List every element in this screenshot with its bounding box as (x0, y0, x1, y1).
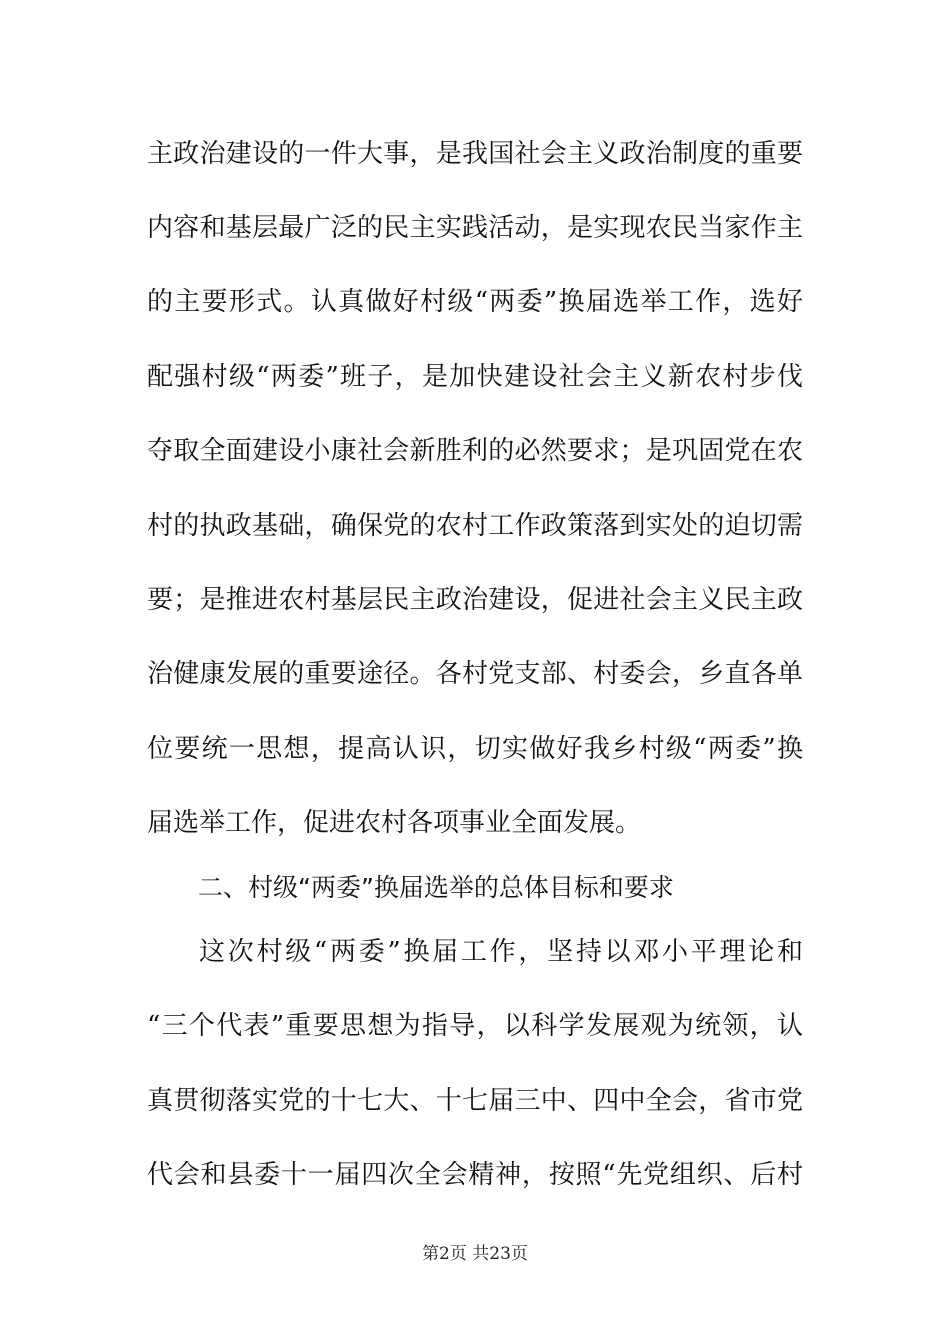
body-line: 位要统一思想，提高认识，切实做好我乡村级“两委”换 (147, 734, 803, 764)
body-line: 村的执政基础，确保党的农村工作政策落到实处的迫切需 (147, 511, 803, 541)
body-line: 这次村级“两委”换届工作，坚持以邓小平理论和 (199, 937, 803, 967)
body-line: 的主要形式。认真做好村级“两委”换届选举工作，选好 (147, 287, 803, 317)
body-line: “三个代表”重要思想为指导，以科学发展观为统领，认 (147, 1011, 803, 1041)
body-line: 主政治建设的一件大事，是我国社会主义政治制度的重要 (147, 139, 803, 169)
body-line: 治健康发展的重要途径。各村党支部、村委会，乡直各单 (147, 659, 803, 689)
body-line: 真贯彻落实党的十七大、十七届三中、四中全会，省市党 (147, 1086, 803, 1116)
body-line: 内容和基层最广泛的民主实践活动，是实现农民当家作主 (147, 213, 803, 243)
body-line: 夺取全面建设小康社会新胜利的必然要求；是巩固党在农 (147, 436, 803, 466)
section-heading: 二、村级“两委”换届选举的总体目标和要求 (198, 873, 674, 902)
body-line: 要；是推进农村基层民主政治建设，促进社会主义民主政 (147, 585, 803, 615)
body-line: 配强村级“两委”班子，是加快建设社会主义新农村步伐 (147, 362, 803, 392)
body-line: 代会和县委十一届四次全会精神，按照“先党组织、后村 (147, 1160, 803, 1190)
body-line: 届选举工作，促进农村各项事业全面发展。 (147, 808, 642, 838)
page-number-footer: 第2页 共23页 (422, 1244, 528, 1264)
